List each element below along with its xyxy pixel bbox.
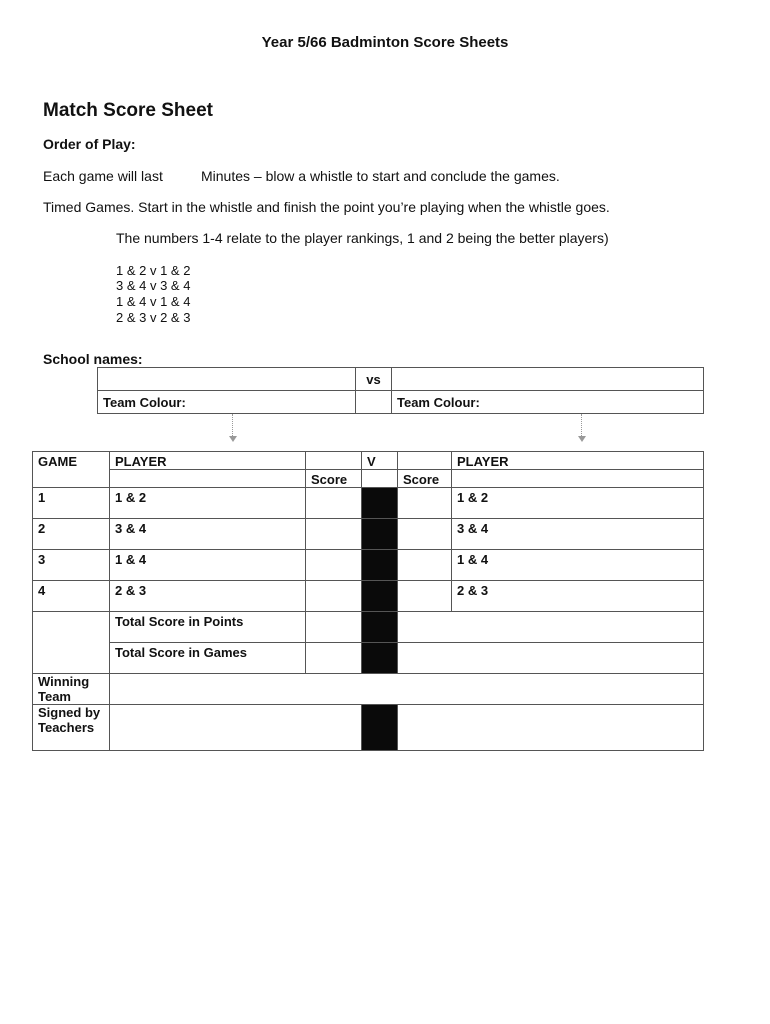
- v-divider: [362, 519, 398, 550]
- arrowhead-down-icon: [229, 436, 237, 442]
- total-points-right-field[interactable]: [398, 612, 704, 643]
- team-colour-spacer: [356, 391, 392, 414]
- pairing-line: 1 & 2 v 1 & 2: [116, 263, 191, 278]
- sheet-heading: Match Score Sheet: [43, 100, 213, 121]
- score-left-field[interactable]: [306, 550, 362, 581]
- score-left-field[interactable]: [306, 519, 362, 550]
- score-right-header-top: [398, 452, 452, 470]
- vs-label: vs: [356, 368, 392, 391]
- v-divider: [362, 488, 398, 519]
- v-divider: [362, 612, 398, 643]
- pairing-line: 2 & 3 v 2 & 3: [116, 310, 191, 325]
- table-row: [33, 581, 704, 612]
- order-of-play-label: Order of Play:: [43, 136, 136, 152]
- game-number: 3: [33, 550, 110, 581]
- total-points-label: Total Score in Points: [110, 612, 306, 643]
- player-left-pair: 2 & 3: [110, 581, 306, 612]
- score-right-field[interactable]: [398, 519, 452, 550]
- score-right-header: Score: [398, 470, 452, 488]
- total-points-left-field[interactable]: [306, 612, 362, 643]
- table-row: [33, 519, 704, 550]
- score-left-header: Score: [306, 470, 362, 488]
- winning-team-field[interactable]: [110, 674, 704, 705]
- score-table: [32, 451, 704, 751]
- v-divider: [362, 643, 398, 674]
- whistle-instruction-text: Minutes – blow a whistle to start and conclude the games.: [201, 168, 560, 184]
- school-name-right-field[interactable]: [392, 368, 704, 391]
- game-number: 4: [33, 581, 110, 612]
- v-divider: [362, 705, 398, 751]
- totals-game-spacer: [33, 612, 110, 674]
- player-right-pair: 1 & 4: [452, 550, 704, 581]
- pairing-line: 3 & 4 v 3 & 4: [116, 278, 191, 293]
- school-name-left-field[interactable]: [98, 368, 356, 391]
- score-left-header-top: [306, 452, 362, 470]
- score-left-field[interactable]: [306, 488, 362, 519]
- school-names-label: School names:: [43, 351, 143, 367]
- arrow-down-icon: [581, 414, 584, 436]
- team-colour-left[interactable]: Team Colour:: [98, 391, 356, 414]
- school-names-table: [97, 367, 704, 414]
- arrowhead-down-icon: [578, 436, 586, 442]
- ranking-note: The numbers 1-4 relate to the player rankings, 1 and 2 being the better players): [116, 230, 609, 246]
- score-left-field[interactable]: [306, 581, 362, 612]
- v-header: V: [362, 452, 398, 470]
- score-right-field[interactable]: [398, 581, 452, 612]
- team-colour-right[interactable]: Team Colour:: [392, 391, 704, 414]
- table-row: [33, 488, 704, 519]
- total-games-left-field[interactable]: [306, 643, 362, 674]
- game-number: 1: [33, 488, 110, 519]
- arrow-down-icon: [232, 414, 235, 436]
- winning-team-row: [33, 674, 704, 705]
- winning-team-label: Winning Team: [33, 674, 110, 705]
- v-subheader: [362, 470, 398, 488]
- signed-by-label: Signed by Teachers: [33, 705, 110, 751]
- total-points-row: [33, 612, 704, 643]
- player-right-pair: 3 & 4: [452, 519, 704, 550]
- signed-row: [33, 705, 704, 751]
- total-games-row: [33, 643, 704, 674]
- player-left-subheader: [110, 470, 306, 488]
- pairing-line: 1 & 4 v 1 & 4: [116, 294, 191, 309]
- player-right-header: PLAYER: [452, 452, 704, 470]
- v-divider: [362, 581, 398, 612]
- player-left-pair: 1 & 2: [110, 488, 306, 519]
- player-left-header: PLAYER: [110, 452, 306, 470]
- signature-right-field[interactable]: [398, 705, 704, 751]
- game-duration-text: Each game will last: [43, 168, 163, 184]
- total-games-right-field[interactable]: [398, 643, 704, 674]
- player-right-subheader: [452, 470, 704, 488]
- player-right-pair: 2 & 3: [452, 581, 704, 612]
- document-title: Year 5/66 Badminton Score Sheets: [261, 34, 509, 51]
- table-row: [33, 550, 704, 581]
- v-divider: [362, 550, 398, 581]
- timed-games-text: Timed Games. Start in the whistle and finish the point you’re playing when the whistle goes.: [43, 199, 610, 215]
- total-games-label: Total Score in Games: [110, 643, 306, 674]
- score-right-field[interactable]: [398, 550, 452, 581]
- game-header: GAME: [33, 452, 110, 488]
- player-left-pair: 3 & 4: [110, 519, 306, 550]
- game-number: 2: [33, 519, 110, 550]
- player-right-pair: 1 & 2: [452, 488, 704, 519]
- player-left-pair: 1 & 4: [110, 550, 306, 581]
- score-right-field[interactable]: [398, 488, 452, 519]
- signature-left-field[interactable]: [110, 705, 362, 751]
